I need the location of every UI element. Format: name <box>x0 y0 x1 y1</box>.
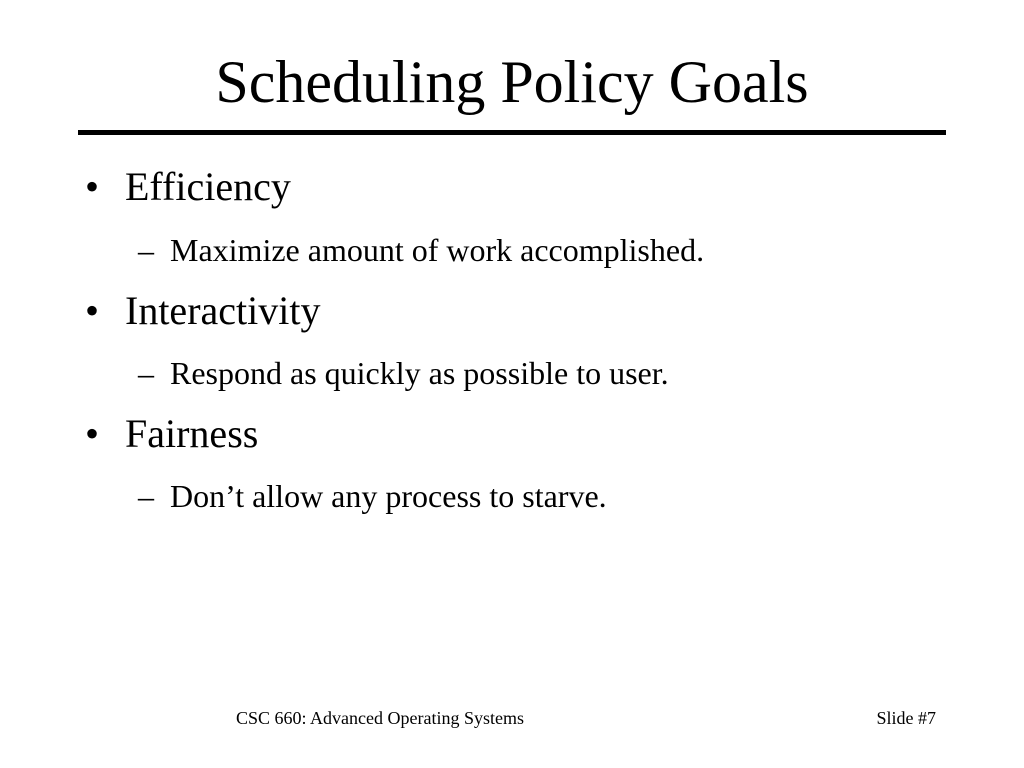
bullet-text: Fairness <box>125 411 259 456</box>
sub-bullet-text: Maximize amount of work accomplished. <box>170 232 705 268</box>
footer-course: CSC 660: Advanced Operating Systems <box>236 708 524 728</box>
sub-bullet-item <box>138 230 704 270</box>
sub-bullet-item <box>138 476 607 516</box>
sub-bullet-marker: – <box>138 355 154 391</box>
footer-slide-number: Slide #7 <box>876 708 936 728</box>
sub-bullet-text: Don’t allow any process to starve. <box>170 478 607 514</box>
slide-title: Scheduling Policy Goals <box>215 49 809 115</box>
bullet-marker: • <box>85 164 100 209</box>
bullet-item <box>85 410 258 458</box>
bullet-text: Interactivity <box>125 288 321 333</box>
bullet-marker: • <box>85 288 100 333</box>
bullet-marker: • <box>85 411 100 456</box>
sub-bullet-marker: – <box>138 232 154 268</box>
sub-bullet-marker: – <box>138 478 154 514</box>
sub-bullet-item <box>138 353 669 393</box>
bullet-item <box>85 287 320 335</box>
sub-bullet-text: Respond as quickly as possible to user. <box>170 355 669 391</box>
bullet-text: Efficiency <box>125 164 291 209</box>
bullet-item <box>85 163 291 211</box>
